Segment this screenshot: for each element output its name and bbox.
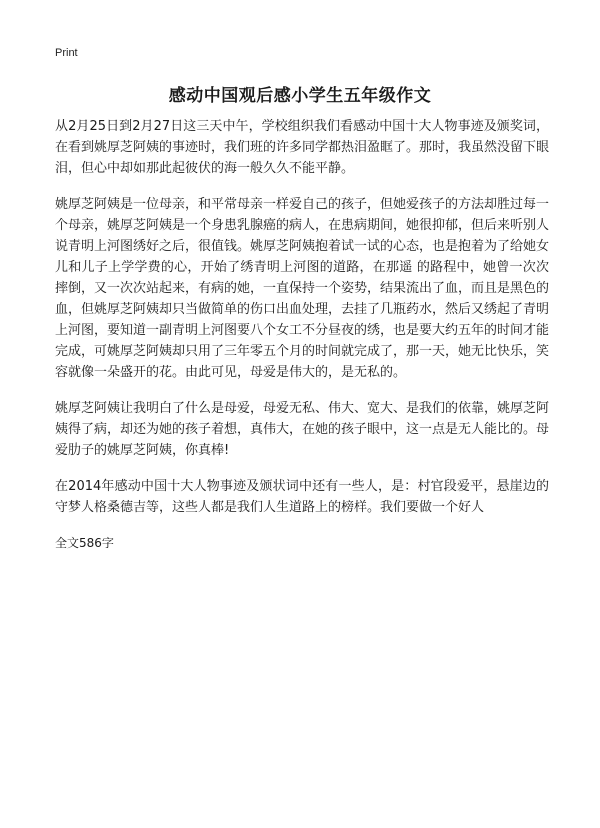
- word-count: 全文586字: [55, 536, 114, 550]
- paragraph-1: 从2月25日到2月27日这三天中午，学校组织我们看感动中国十大人物事迹及颁奖词，在看到姚厚芝阿姨的事迹时，我们班的许多同学都热泪盈眶了。那时，我虽然没留下眼泪，但心中却如那此起彼伏的海一般久久不能平静。: [55, 119, 550, 176]
- article-body: [55, 116, 549, 553]
- paragraph-2: 姚厚芝阿姨是一位母亲，和平常母亲一样爱自己的孩子，但她爱孩子的方法却胜过每一个母亲，姚厚芝阿姨是一个身患乳腺癌的病人，在患病期间，她很抑郁，但后来听别人说青明上河图绣好之后，很值钱。姚厚芝阿姨抱着试一试的心态，也是抱着为了给她女儿和儿子上学学费的心，开始了绣青明上河图的道路，在那遥 的路程中，她曾一次次摔倒，又一次次站起来，有病的她，一直保持一个姿势，结果流出了血，而且是黑色的血，但姚厚芝阿姨却只当做简单的伤口出血处理，去挂了几瓶药水，然后又绣起了青明上河图，要知道一副青明上河图要八个女工不分昼夜的绣，也是要大约五年的时间才能完成，可姚厚芝阿姨却只用了三年零五个月的时间就完成了，那一天，她无比快乐，笑容就像一朵盛开的花。由此可见，母爱是伟大的，是无私的。: [55, 197, 550, 380]
- paragraph-3: 姚厚芝阿姨让我明白了什么是母爱，母爱无私、伟大、宽大、是我们的依靠，姚厚芝阿姨得了病，却还为她的孩子着想，真伟大，在她的孩子眼中，这一点是无人能比的。母爱肋子的姚厚芝阿姨，你真棒!: [55, 401, 550, 458]
- article-title: 感动中国观后感小学生五年级作文: [168, 86, 432, 106]
- paragraph-4: 在2014年感动中国十大人物事迹及颁状词中还有一些人，是：村官段爱平，悬崖边的守梦人格桑德吉等，这些人都是我们人生道路上的榜样。我们要做一个好人: [55, 479, 549, 515]
- print-link[interactable]: Print: [55, 47, 78, 59]
